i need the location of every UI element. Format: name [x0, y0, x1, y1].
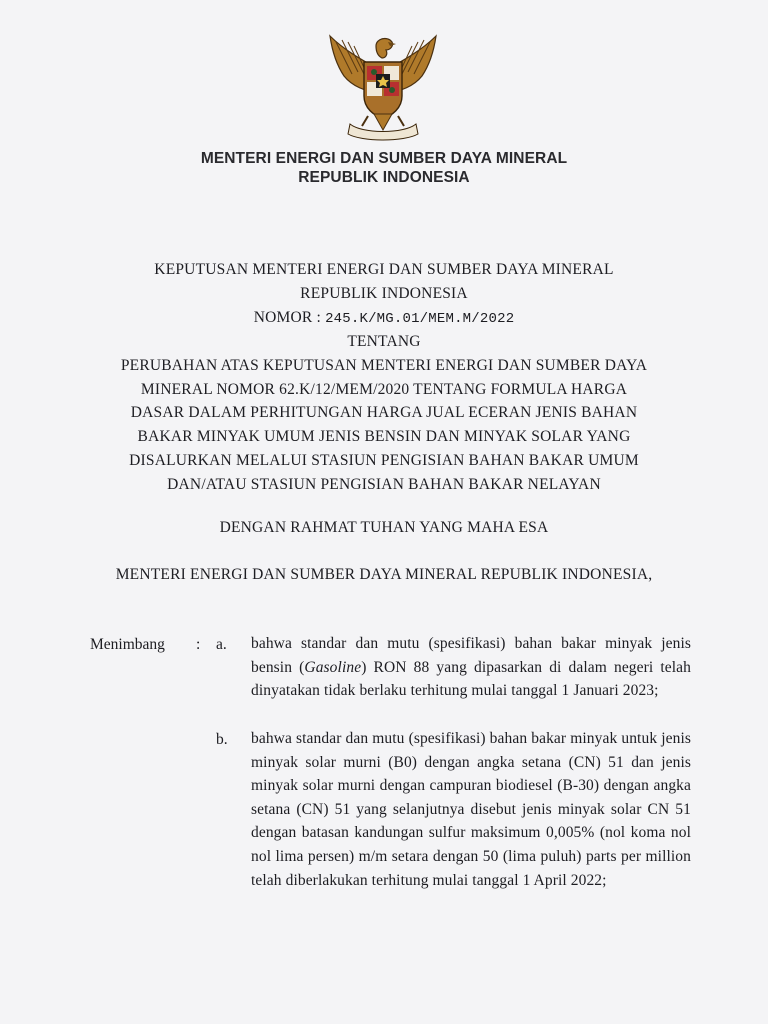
decree-number	[0, 306, 768, 332]
menimbang-label: Menimbang	[90, 636, 165, 653]
subject-line: DASAR DALAM PERHITUNGAN HARGA JUAL ECERAN JENIS BAHAN	[130, 404, 638, 422]
menimbang-colon: :	[196, 636, 201, 653]
item-letter-a: a.	[216, 636, 227, 653]
subject-line: BAKAR MINYAK UMUM JENIS BENSIN DAN MINYAK SOLAR YANG	[137, 428, 631, 446]
item-letter-b: b.	[216, 731, 228, 748]
subject-line: MINERAL NOMOR 62.K/12/MEM/2020 TENTANG FORMULA HARGA	[140, 380, 628, 398]
tentang-label: TENTANG	[347, 333, 421, 350]
item-a-text: bahwa standar dan mutu (spesifikasi) bahan bakar minyak jenis bensin (	[251, 635, 691, 676]
minister-line: MENTERI ENERGI DAN SUMBER DAYA MINERAL REPUBLIK INDONESIA,	[115, 566, 653, 583]
decree-title-line: KEPUTUSAN MENTERI ENERGI DAN SUMBER DAYA MINERAL	[154, 261, 614, 278]
rahmat-line: DENGAN RAHMAT TUHAN YANG MAHA ESA	[219, 519, 549, 536]
decree-title-line: REPUBLIK INDONESIA	[300, 284, 468, 302]
menimbang-item-b: bahwa standar dan mutu (spesifikasi) bahan bakar minyak untuk jenis minyak solar murni (B0) dengan angka setana (CN) 51 dan jenis minyak solar murni dengan campuran biodiesel (B-30) dengan angka setana (CN) 51 yang selanjutnya disebut jenis minyak solar CN 51 dengan batasan kandungan sulfur maksimum 0,005% (nol koma nol nol lima persen) m/m setara dengan 50 (lima puluh) parts per million telah diberlakukan terhitung mulai tanggal 1 April 2022;	[251, 730, 691, 889]
menimbang-item-a	[251, 632, 691, 703]
decree-title	[0, 258, 768, 305]
item-a-text-after: ) RON 88 yang dipasarkan di dalam negeri telah dinyatakan tidak berlaku terhitung mulai tanggal 1 Januari 2023;	[251, 658, 691, 700]
subject-line: DAN/ATAU STASIUN PENGISIAN BAHAN BAKAR NELAYAN	[167, 475, 601, 493]
decree-subject	[0, 354, 768, 496]
item-a-italic: Gasoline	[304, 658, 362, 676]
decree-number-label: NOMOR :	[253, 309, 321, 326]
decree-number-value: 245.K/MG.01/MEM.M/2022	[325, 311, 515, 327]
ministry-heading: MENTERI ENERGI DAN SUMBER DAYA MINERAL	[200, 150, 568, 167]
subject-line: PERUBAHAN ATAS KEPUTUSAN MENTERI ENERGI DAN SUMBER DAYA	[120, 357, 648, 374]
subject-line: DISALURKAN MELALUI STASIUN PENGISIAN BAHAN BAKAR UMUM	[129, 451, 639, 469]
republic-heading: REPUBLIK INDONESIA	[298, 169, 470, 186]
garuda-emblem-icon	[322, 30, 444, 142]
